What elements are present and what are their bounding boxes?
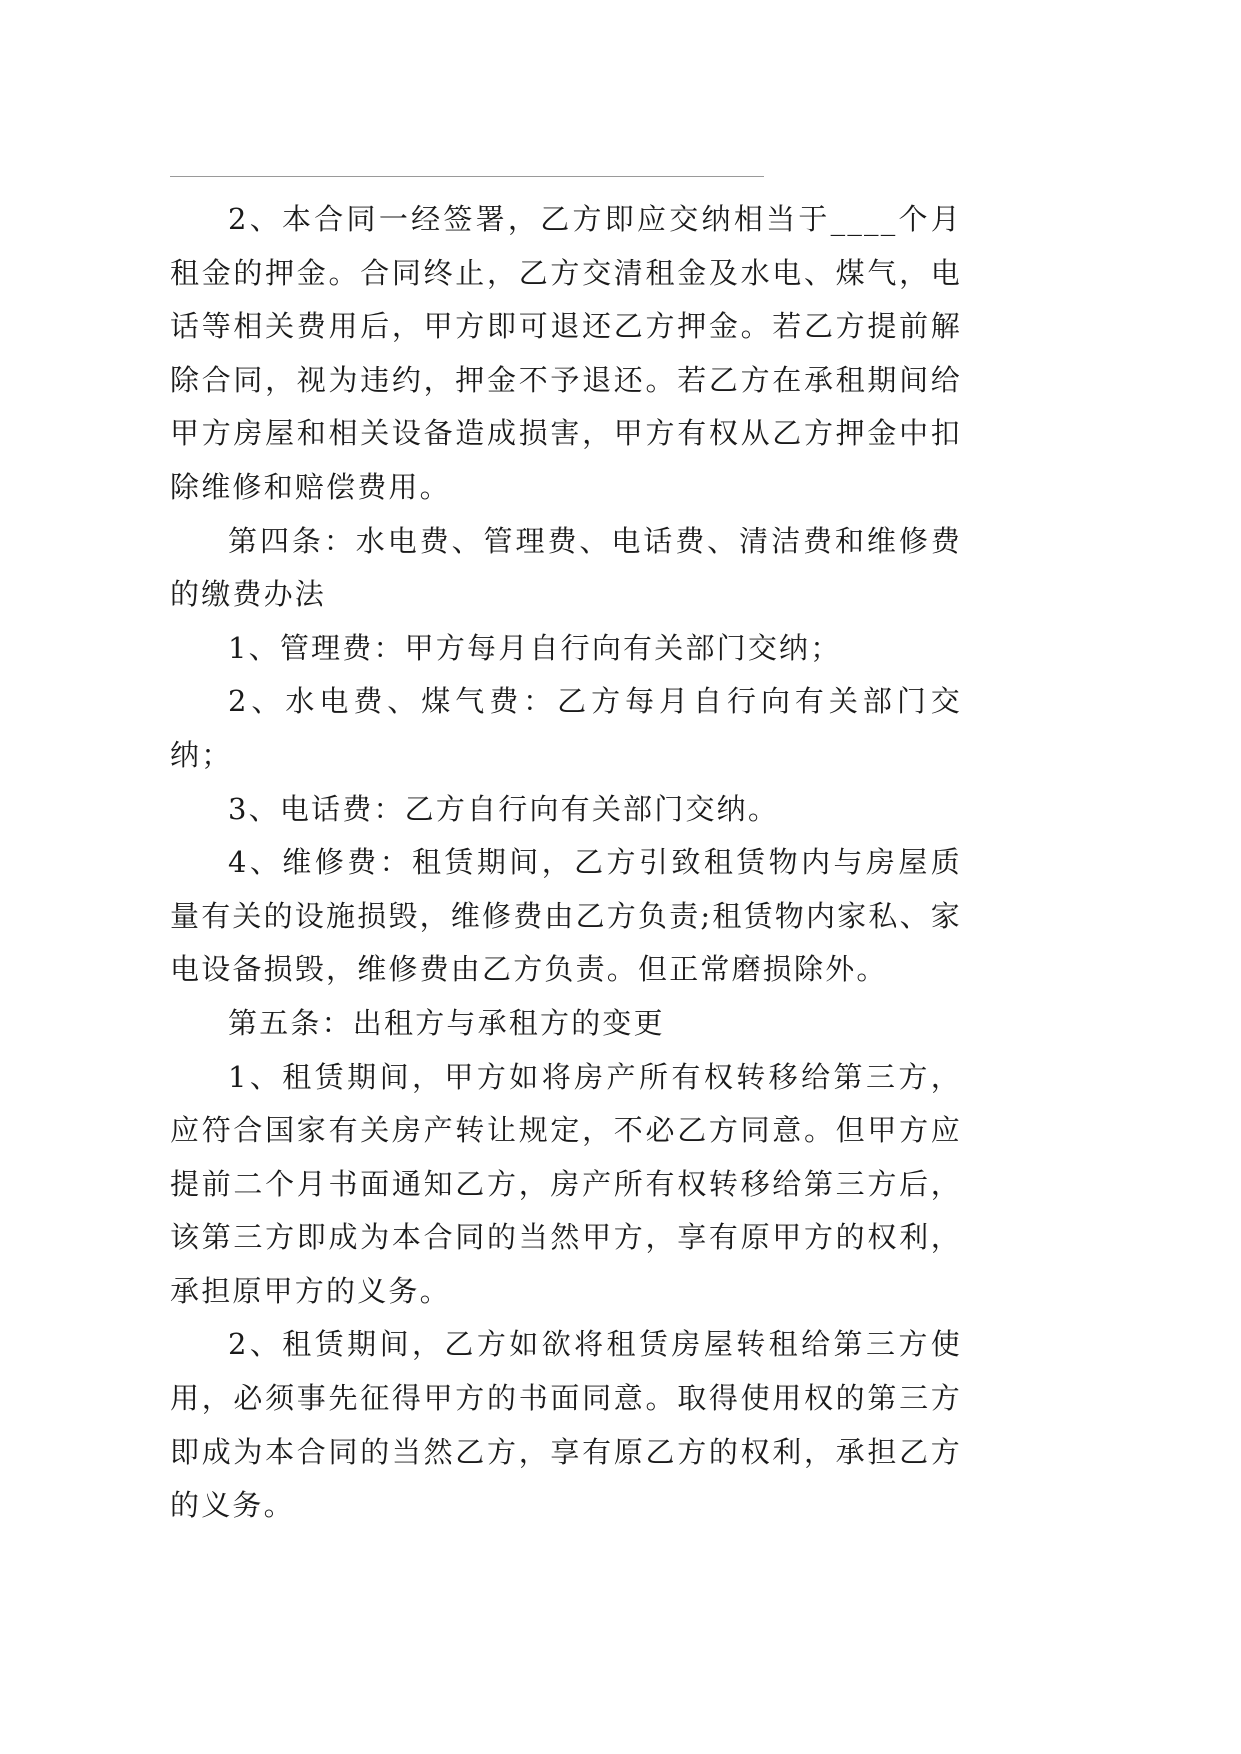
- paragraph-phone-fee: 3、电话费：乙方自行向有关部门交纳。: [228, 791, 780, 826]
- header-divider: [170, 176, 764, 177]
- document-body: [170, 193, 962, 1533]
- paragraph-management-fee: 1、管理费：甲方每月自行向有关部门交纳；: [228, 630, 842, 665]
- paragraph-deposit-clause: 2、本合同一经签署，乙方即应交纳相当于____个月租金的押金。合同终止，乙方交清租金及水电、煤气，电话等相关费用后，甲方即可退还乙方押金。若乙方提前解除合同，视为违约，押金不予退还。若乙方在承租期间给甲方房屋和相关设备造成损害，甲方有权从乙方押金中扣除维修和赔偿费用。: [170, 202, 962, 504]
- paragraph-sublease: 2、租赁期间，乙方如欲将租赁房屋转租给第三方使用，必须事先征得甲方的书面同意。取得使用权的第三方即成为本合同的当然乙方，享有原乙方的权利，承担乙方的义务。: [170, 1327, 962, 1523]
- paragraph-repair-fee: 4、维修费：租赁期间，乙方引致租赁物内与房屋质量有关的设施损毁，维修费由乙方负责;租赁物内家私、家电设备损毁，维修费由乙方负责。但正常磨损除外。: [170, 845, 962, 987]
- paragraph-utility-fee: 2、水电费、煤气费：乙方每月自行向有关部门交纳；: [170, 684, 962, 772]
- paragraph-article-5-heading: 第五条：出租方与承租方的变更: [228, 1005, 665, 1040]
- paragraph-article-4-heading: 第四条：水电费、管理费、电话费、清洁费和维修费的缴费办法: [170, 523, 962, 612]
- paragraph-ownership-transfer: 1、租赁期间，甲方如将房产所有权转移给第三方，应符合国家有关房产转让规定，不必乙方同意。但甲方应提前二个月书面通知乙方，房产所有权转移给第三方后，该第三方即成为本合同的当然甲方，享有原甲方的权利，承担原甲方的义务。: [170, 1059, 962, 1308]
